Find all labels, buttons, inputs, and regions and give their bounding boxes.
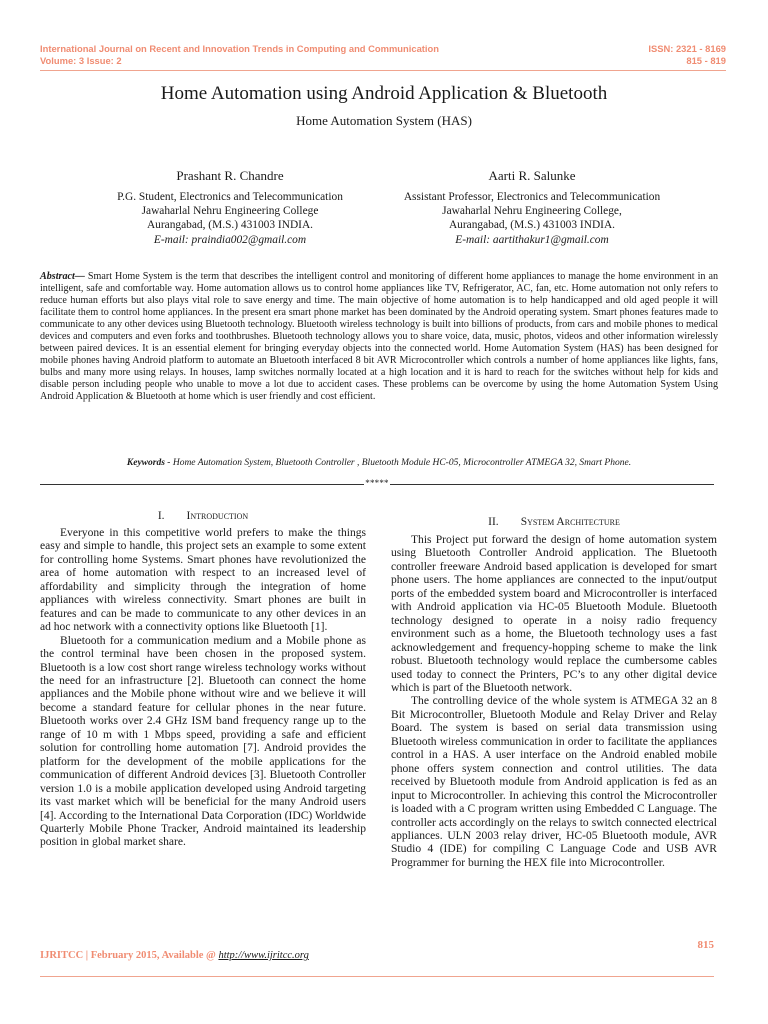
keywords <box>40 457 718 469</box>
abstract-label: Abstract— <box>40 271 85 282</box>
footer-credit <box>40 950 309 961</box>
journal-pages: 815 - 819 <box>686 54 726 66</box>
section-title: Introduction <box>186 510 249 522</box>
divider-line-right <box>390 484 714 485</box>
divider-line-left <box>40 484 364 485</box>
paragraph: This Project put forward the design of home automation system using Bluetooth Controller Android application. The Bluetooth controller freeware Android based application is developed for smart phone users. The home appliances are connected to the input/output ports of the embedded system board and Microcontroller is interfaced with Android application via HC-05 Bluetooth Module. Bluetooth technology designed to operate in a noisy radio frequency environment such as a home, the Bluetooth technology uses a fast acknowledgement and frequency-hopping scheme to make the link robust. Bluetooth technology would replace the cumbersome cables used today to connect the Printers, PC’s to any other digital device which is part of the Bluetooth network. <box>391 534 717 694</box>
author-email: E-mail: aartithakur1@gmail.com <box>455 233 609 246</box>
journal-link[interactable]: http://www.ijritcc.org <box>218 950 309 961</box>
author-block-2 <box>372 168 692 247</box>
paragraph: The controlling device of the whole system is ATMEGA 32 an 8 Bit Microcontroller, Bluetooth Module and Relay Driver and Relay Board. The system is based on serial data transmission using Bluetooth wireless communication in order to facilitate the appliances control in a HAS. A user interface on the Android enabled mobile phone offers system connection and control utilities. The data received by Bluetooth module from Android application is fed as an input to Microcontroller. In achieving this control the Microcontroller is loaded with a C program written using Embedded C Language. The controller acts accordingly on the relays to switch connected electrical appliances. ULN 2003 relay driver, HC-05 Bluetooth module, AVR Studio 4 (IDE) for compiling C Language Code and USB AVR Programmer for burning the HEX file into Microcontroller. <box>391 695 717 869</box>
journal-header <box>40 43 439 66</box>
paragraph: Bluetooth for a communication medium and a Mobile phone as the control terminal have been chosen in the proposed system. Bluetooth is a low cost short range wireless technology works without the need for an infrastructure [2]. Bluetooth can connect the home appliances and the Mobile phone without wire and we believe it will become a standard feature for cellular phones in the near future. Bluetooth works over 2.4 GHz ISM band frequency range up to the range of 10 m with 1 Mbps speed, providing a safe and efficient solution for controlling home automation [7]. Android provides the platform for the development of the mobile applications for the communication of different Android devices [3]. Bluetooth Controller version 1.0 is a mobile application developed using Android targeting its vast market which will be beneficial for the many Android users [4]. According to the International Data Corporation (IDC) Worldwide Quarterly Mobile Phone Tracker, Android maintained its leadership position in global market share. <box>40 634 366 849</box>
author-affiliation: P.G. Student, Electronics and Telecommunication <box>117 191 343 203</box>
section-number: I. <box>157 510 165 522</box>
keywords-label: Keywords - <box>126 458 171 468</box>
author-affiliation: Aurangabad, (M.S.) 431003 INDIA. <box>146 219 314 232</box>
journal-issn: ISSN: 2321 - 8169 <box>648 43 726 54</box>
footer-rule <box>40 976 714 977</box>
column-left <box>40 527 366 850</box>
abstract-text: Smart Home System is the term that describes the intelligent control and monitoring of different home appliances to manage the home environment in an intelligent, safe and comfortable way. Home automation allows us to control home appliances like TV, Refrigerator, AC, fan, etc. Home automation not only refers to reduce human efforts but also plays vital role to save energy and time. The main objective of home automation is to help handicapped and old aged people it will facilitate them to control home appliances. In the present era smart phone market has been dominated by the Android operating system. Smart phones features made to communicate to any other devices using Bluetooth technology. Bluetooth wireless technology is built into billions of products, from cars and mobile phones to medical devices and computers and even forks and toothbrushes. Bluetooth technology allows you to share voice, data, music, photos, videos and other information wirelessly between paired devices. It is an essential element for bringing everyday objects into the connected world. Home Automation System (HAS) has been designed for mobile phones having Android platform to automate an Bluetooth interfaced 8 bit AVR Microcontroller which controls a number of home appliances like lights, fans, bulbs and many more using relays. In houses, lamp switches normally located at a high location and it is hard to reach for the switches without help for kids and disable person including people who unable to move a lot due to accident cases. These problems can be overcome by using the home Automation System Using Android Application & Bluetooth at home which is user friendly and cost efficient. <box>40 271 718 403</box>
footer-prefix: IJRITCC | February 2015, Available @ <box>40 950 219 961</box>
author-block-1 <box>70 168 390 247</box>
section-heading-introduction <box>40 509 366 523</box>
author-affiliation: Assistant Professor, Electronics and Telecommunication <box>403 191 661 203</box>
author-name: Aarti R. Salunke <box>488 168 576 183</box>
paper-subtitle: Home Automation System (HAS) <box>296 113 472 128</box>
section-divider <box>40 478 714 488</box>
keywords-text: Home Automation System, Bluetooth Controller , Bluetooth Module HC-05, Microcontroller ATMEGA 32, Smart Phone. <box>172 458 632 468</box>
journal-issn-block <box>648 43 726 66</box>
abstract <box>40 271 718 404</box>
header-rule <box>40 70 726 71</box>
author-affiliation: Jawaharlal Nehru Engineering College <box>141 205 319 218</box>
section-number: II. <box>488 516 499 528</box>
paper-title: Home Automation using Android Application & Bluetooth <box>160 83 608 104</box>
page-number: 815 <box>697 939 714 951</box>
column-right <box>391 534 717 870</box>
section-title: System Architecture <box>520 516 620 528</box>
journal-name: International Journal on Recent and Innovation Trends in Computing and Communication <box>40 43 439 54</box>
section-heading-system-architecture <box>391 515 717 529</box>
author-name: Prashant R. Chandre <box>176 168 284 183</box>
author-affiliation: Aurangabad, (M.S.) 431003 INDIA. <box>448 219 616 232</box>
journal-volume: Volume: 3 Issue: 2 <box>40 54 122 66</box>
author-affiliation: Jawaharlal Nehru Engineering College, <box>442 205 622 218</box>
paragraph: Everyone in this competitive world prefers to make the things easy and simple to handle, this project sets an example to some extent for controlling home Systems. Smart phones have revolutionized the area of home automation with respect to an increased level of affordability and simplicity through the integration of home appliances with wireless connectivity. Smart phones are built in features and can be made to communicate to any other devices in an ad hoc network with a connectivity options like Bluetooth [1]. <box>40 527 366 634</box>
author-email: E-mail: praindia002@gmail.com <box>153 233 307 246</box>
divider-stars: ***** <box>365 478 389 488</box>
